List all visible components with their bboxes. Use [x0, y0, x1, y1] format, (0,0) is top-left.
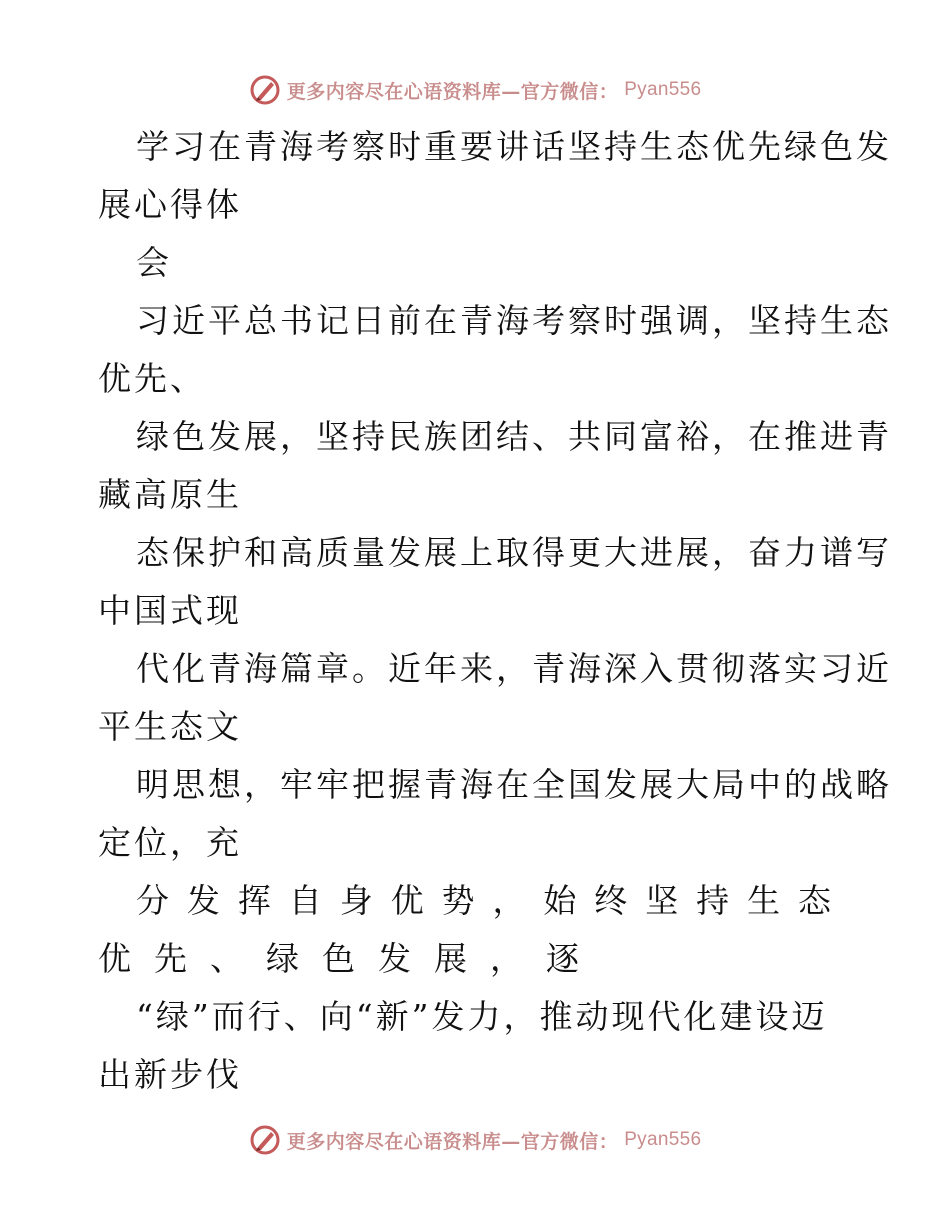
text-line: 定位，充 — [98, 823, 242, 862]
pen-logo-icon — [249, 74, 281, 106]
text-line: 优 先 、 绿 色 发 展 ， 逐 — [98, 939, 582, 978]
text-line: 优先、 — [98, 359, 206, 398]
document-body — [98, 118, 892, 1104]
text-line: 态保护和高质量发展上取得更大进展，奋力谱写 — [136, 533, 892, 572]
text-line: 明思想，牢牢把握青海在全国发展大局中的战略 — [136, 765, 892, 804]
text-line: 代化青海篇章。近年来，青海深入贯彻落实习近 — [136, 649, 892, 688]
header-banner — [0, 70, 950, 110]
banner-wechat-id: Pyan556 — [624, 1129, 702, 1150]
text-line: 分 发 挥 自 身 优 势 ， 始 终 坚 持 生 态 — [136, 881, 834, 920]
footer-banner — [0, 1120, 950, 1160]
pen-logo-icon — [249, 1124, 281, 1156]
text-line: 绿色发展，坚持民族团结、共同富裕，在推进青 — [136, 417, 892, 456]
banner-text: 更多内容尽在心语资料库—官方微信： — [286, 1130, 619, 1153]
text-line: 展心得体 — [98, 185, 242, 224]
banner-text: 更多内容尽在心语资料库—官方微信： — [286, 80, 619, 103]
text-line: “绿”而行、向“新”发力，推动现代化建设迈 — [136, 997, 828, 1036]
text-line: 中国式现 — [98, 591, 242, 630]
text-line: 会 — [136, 243, 172, 282]
text-line: 平生态文 — [98, 707, 242, 746]
text-line: 习近平总书记日前在青海考察时强调，坚持生态 — [136, 301, 892, 340]
text-line: 藏高原生 — [98, 475, 242, 514]
text-line: 学习在青海考察时重要讲话坚持生态优先绿色发 — [136, 127, 892, 166]
text-line: 出新步伐 — [98, 1055, 242, 1094]
banner-wechat-id: Pyan556 — [624, 79, 702, 100]
